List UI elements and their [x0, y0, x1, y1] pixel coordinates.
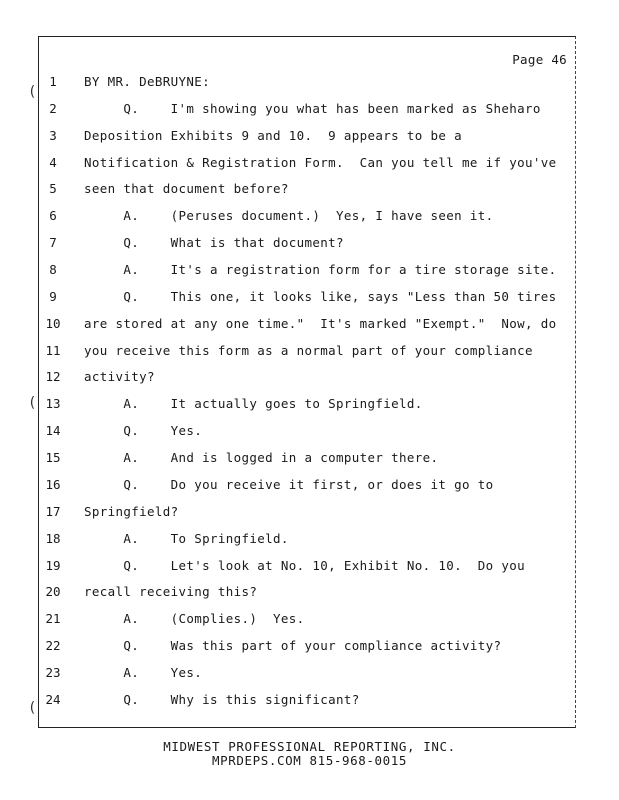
line-number: 8	[49, 262, 57, 277]
transcript-line: Q. Why is this significant?	[84, 692, 360, 707]
transcript-line: Notification & Registration Form. Can you tell me if you've	[84, 155, 557, 170]
line-number: 12	[45, 369, 61, 384]
transcript-line: seen that document before?	[84, 181, 289, 196]
transcript-line: are stored at any one time." It's marked "Exempt." Now, do	[84, 316, 557, 331]
transcript-line: Q. Let's look at No. 10, Exhibit No. 10. Do you	[84, 558, 526, 573]
footer-contact: MPRDEPS.COM 815-968-0015	[211, 753, 407, 768]
line-number: 21	[45, 611, 61, 626]
transcript-line: A. And is logged in a computer there.	[84, 450, 439, 465]
line-number: 10	[45, 316, 61, 331]
line-number: 15	[45, 450, 61, 465]
line-number: 3	[49, 128, 57, 143]
transcript-line: A. Yes.	[84, 665, 203, 680]
transcript-line: A. (Complies.) Yes.	[84, 611, 305, 626]
transcript-line: recall receiving this?	[84, 584, 258, 599]
transcript-line: Springfield?	[84, 504, 179, 519]
page-number: Page 46	[512, 52, 567, 67]
line-number: 24	[45, 692, 61, 707]
transcript-line: Q. Was this part of your compliance activity?	[84, 638, 502, 653]
line-number: 18	[45, 531, 61, 546]
line-number: 5	[49, 181, 57, 196]
margin-bracket-mark: (	[28, 84, 37, 100]
line-number: 11	[45, 343, 61, 358]
transcript-line: Q. This one, it looks like, says "Less than 50 tires	[84, 289, 557, 304]
line-number: 1	[49, 74, 57, 89]
line-number: 22	[45, 638, 61, 653]
line-number: 7	[49, 235, 57, 250]
transcript-line: A. It's a registration form for a tire storage site.	[84, 262, 557, 277]
transcript-line: BY MR. DeBRUYNE:	[84, 74, 211, 89]
line-number: 4	[49, 155, 57, 170]
line-number: 14	[45, 423, 61, 438]
line-number: 17	[45, 504, 61, 519]
line-number: 9	[49, 289, 57, 304]
line-number: 16	[45, 477, 61, 492]
transcript-line: Q. Do you receive it first, or does it go to	[84, 477, 494, 492]
line-number: 19	[45, 558, 61, 573]
transcript-line: activity?	[84, 369, 155, 384]
margin-bracket-mark: (	[28, 395, 37, 411]
transcript-line: A. To Springfield.	[84, 531, 289, 546]
line-number: 13	[45, 396, 61, 411]
footer-company-name: MIDWEST PROFESSIONAL REPORTING, INC.	[163, 739, 456, 754]
transcript-line: Q. I'm showing you what has been marked as Sheharo	[84, 101, 541, 116]
line-number: 2	[49, 101, 57, 116]
transcript-line: you receive this form as a normal part of your compliance	[84, 343, 533, 358]
transcript-line: Q. Yes.	[84, 423, 203, 438]
transcript-line: A. (Peruses document.) Yes, I have seen it.	[84, 208, 494, 223]
line-number: 6	[49, 208, 57, 223]
margin-bracket-mark: (	[28, 700, 37, 716]
transcript-line: Q. What is that document?	[84, 235, 344, 250]
line-number: 20	[45, 584, 61, 599]
line-number: 23	[45, 665, 61, 680]
transcript-line: A. It actually goes to Springfield.	[84, 396, 423, 411]
transcript-line: Deposition Exhibits 9 and 10. 9 appears to be a	[84, 128, 463, 143]
